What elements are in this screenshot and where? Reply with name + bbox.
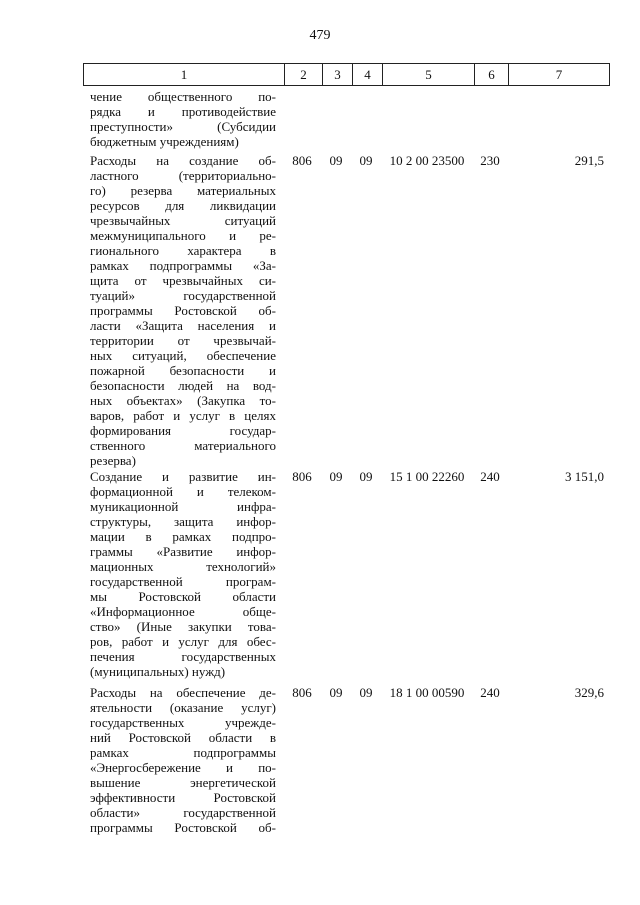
description-line: Создание и развитие ин- bbox=[90, 469, 276, 484]
cell-amount: 291,5 bbox=[574, 153, 604, 168]
header-col-2: 2 bbox=[284, 64, 322, 85]
header-col-4: 4 bbox=[352, 64, 382, 85]
row-description bbox=[90, 153, 276, 468]
description-line: рядка и противодействие bbox=[90, 104, 276, 119]
description-line: ресурсов для ликвидации bbox=[90, 198, 276, 213]
description-line: (муниципальных) нужд) bbox=[90, 664, 226, 679]
cell-ministry-code: 806 bbox=[292, 685, 312, 700]
description-line: «Информационное обще- bbox=[90, 604, 276, 619]
table-header-row bbox=[83, 63, 610, 86]
description-line: мационных технологий» bbox=[90, 559, 276, 574]
description-line: структуры, защита инфор- bbox=[90, 514, 276, 529]
description-line: резерва) bbox=[90, 453, 136, 468]
page-number: 479 bbox=[309, 28, 331, 43]
description-line: эффективности Ростовской bbox=[90, 790, 276, 805]
description-line: Расходы на создание об- bbox=[90, 153, 276, 168]
description-line: ство» (Иные закупки това- bbox=[90, 619, 276, 634]
header-col-6: 6 bbox=[474, 64, 508, 85]
header-col-5: 5 bbox=[382, 64, 474, 85]
description-line: чрезвычайных ситуаций bbox=[90, 213, 276, 228]
row-description bbox=[90, 469, 276, 679]
description-line: ных ситуаций, обеспечение bbox=[90, 348, 276, 363]
description-line: граммы «Развитие инфор- bbox=[90, 544, 276, 559]
description-line: безопасности людей на вод- bbox=[90, 378, 276, 393]
description-line: чение общественного по- bbox=[90, 89, 276, 104]
row-description bbox=[90, 89, 276, 149]
cell-ministry-code: 806 bbox=[292, 153, 312, 168]
description-line: гионального характера в bbox=[90, 243, 276, 258]
description-line: программы Ростовской об- bbox=[90, 820, 276, 835]
description-line: ластного (территориально- bbox=[90, 168, 276, 183]
description-line: щита от чрезвычайных си- bbox=[90, 273, 276, 288]
cell-section: 09 bbox=[329, 469, 343, 484]
description-line: формирования государ- bbox=[90, 423, 276, 438]
description-line: области» государственной bbox=[90, 805, 276, 820]
header-col-7: 7 bbox=[508, 64, 609, 85]
cell-subsection: 09 bbox=[359, 685, 373, 700]
description-line: ственного материального bbox=[90, 438, 276, 453]
description-line: Расходы на обеспечение де- bbox=[90, 685, 276, 700]
cell-amount: 329,6 bbox=[574, 685, 604, 700]
header-col-1: 1 bbox=[180, 67, 188, 82]
description-line: ров, работ и услуг для обес- bbox=[90, 634, 276, 649]
cell-expense-type: 230 bbox=[480, 153, 500, 168]
description-line: варов, работ и услуг в целях bbox=[90, 408, 276, 423]
description-line: го) резерва материальных bbox=[90, 183, 276, 198]
header-col-3: 3 bbox=[322, 64, 352, 85]
description-line: туаций» государственной bbox=[90, 288, 276, 303]
description-line: территории от чрезвычай- bbox=[90, 333, 276, 348]
description-line: бюджетным учреждениям) bbox=[90, 134, 239, 149]
description-line: ных объектах» (Закупка то- bbox=[90, 393, 276, 408]
description-line: ласти «Защита населения и bbox=[90, 318, 276, 333]
cell-ministry-code: 806 bbox=[292, 469, 312, 484]
cell-expense-type: 240 bbox=[480, 469, 500, 484]
description-line: вышение энергетической bbox=[90, 775, 276, 790]
description-line: программы Ростовской об- bbox=[90, 303, 276, 318]
cell-target-article: 15 1 00 22260 bbox=[389, 469, 465, 484]
cell-amount: 3 151,0 bbox=[565, 469, 604, 484]
description-line: преступности» (Субсидии bbox=[90, 119, 276, 134]
cell-target-article: 18 1 00 00590 bbox=[389, 685, 465, 700]
cell-subsection: 09 bbox=[359, 153, 373, 168]
description-line: пожарной безопасности и bbox=[90, 363, 276, 378]
description-line: рамках подпрограммы bbox=[90, 745, 276, 760]
description-line: «Энергосбережение и по- bbox=[90, 760, 276, 775]
description-line: государственных учрежде- bbox=[90, 715, 276, 730]
cell-subsection: 09 bbox=[359, 469, 373, 484]
description-line: муникационной инфра- bbox=[90, 499, 276, 514]
description-line: ятельности (оказание услуг) bbox=[90, 700, 276, 715]
description-line: мации в рамках подпро- bbox=[90, 529, 276, 544]
description-line: мы Ростовской области bbox=[90, 589, 276, 604]
description-line: печения государственных bbox=[90, 649, 276, 664]
description-line: ний Ростовской области в bbox=[90, 730, 276, 745]
cell-target-article: 10 2 00 23500 bbox=[389, 153, 465, 168]
cell-section: 09 bbox=[329, 153, 343, 168]
row-description bbox=[90, 685, 276, 835]
description-line: формационной и телеком- bbox=[90, 484, 276, 499]
description-line: рамках подпрограммы «За- bbox=[90, 258, 276, 273]
cell-section: 09 bbox=[329, 685, 343, 700]
cell-expense-type: 240 bbox=[480, 685, 500, 700]
description-line: государственной програм- bbox=[90, 574, 276, 589]
description-line: межмуниципального и ре- bbox=[90, 228, 276, 243]
